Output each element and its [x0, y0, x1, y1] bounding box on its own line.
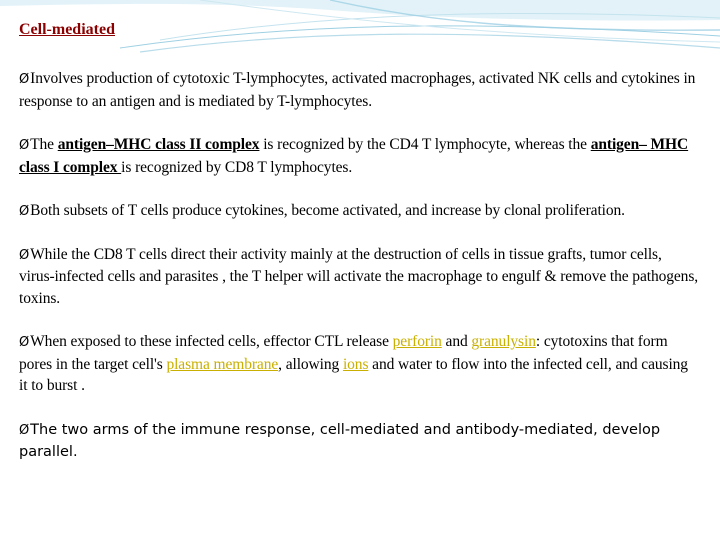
- bullet-text: is recognized by CD8 T lymphocytes.: [121, 158, 353, 176]
- bullet-text: Both subsets of T cells produce cytokines, become activated, and increase by clonal proliferation.: [30, 202, 625, 219]
- bullet-item: [19, 244, 699, 310]
- bullet-text: Involves production of cytotoxic T-lymphocytes, activated macrophages, activated NK cells and cytokines in response to an antigen and is mediated by T-lymphocytes.: [19, 70, 696, 110]
- bullet-item: [19, 419, 699, 464]
- plasma-membrane-link[interactable]: plasma membrane: [166, 355, 279, 373]
- arrow-bullet-icon: Ø: [19, 335, 30, 350]
- bullet-text: When exposed to these infected cells, effector CTL release: [30, 333, 393, 350]
- bullet-item: [19, 68, 699, 112]
- term-mhc-class-i: antigen– MHC class I complex: [19, 136, 689, 176]
- perforin-link[interactable]: perforin: [392, 333, 442, 350]
- bullet-text: , allowing: [278, 355, 343, 373]
- bullet-text: The two arms of the immune response, cell-mediated and antibody-mediated, develop parallel.: [19, 421, 661, 460]
- ions-link[interactable]: ions: [342, 355, 369, 373]
- arrow-bullet-icon: Ø: [19, 422, 30, 438]
- bullet-list: [19, 68, 699, 486]
- granulysin-link[interactable]: granulysin: [471, 333, 536, 350]
- bullet-text: While the CD8 T cells direct their activity mainly at the destruction of cells in tissue grafts, tumor cells, virus-infected cells and parasites , the T helper will activate the macrophage to engulf & remove the pathogens, toxins.: [19, 245, 699, 307]
- bullet-item: [19, 200, 699, 223]
- bullet-text: The: [30, 136, 58, 153]
- slide-title: Cell-mediated: [19, 21, 115, 38]
- arrow-bullet-icon: Ø: [19, 138, 30, 153]
- arrow-bullet-icon: Ø: [19, 204, 30, 219]
- bullet-text: and water to flow into the infected cell, and causing it to burst .: [19, 355, 688, 394]
- bullet-text: is recognized by the CD4 T lymphocyte, whereas the: [259, 136, 591, 153]
- arrow-bullet-icon: Ø: [19, 247, 30, 263]
- bullet-item: [19, 134, 699, 178]
- bullet-text: and: [441, 333, 472, 350]
- bullet-item: [19, 331, 699, 397]
- arrow-bullet-icon: Ø: [19, 72, 30, 87]
- term-mhc-class-ii: antigen–MHC class II complex: [57, 136, 260, 153]
- bullet-text: : cytotoxins that form pores in the target cell's: [19, 333, 668, 373]
